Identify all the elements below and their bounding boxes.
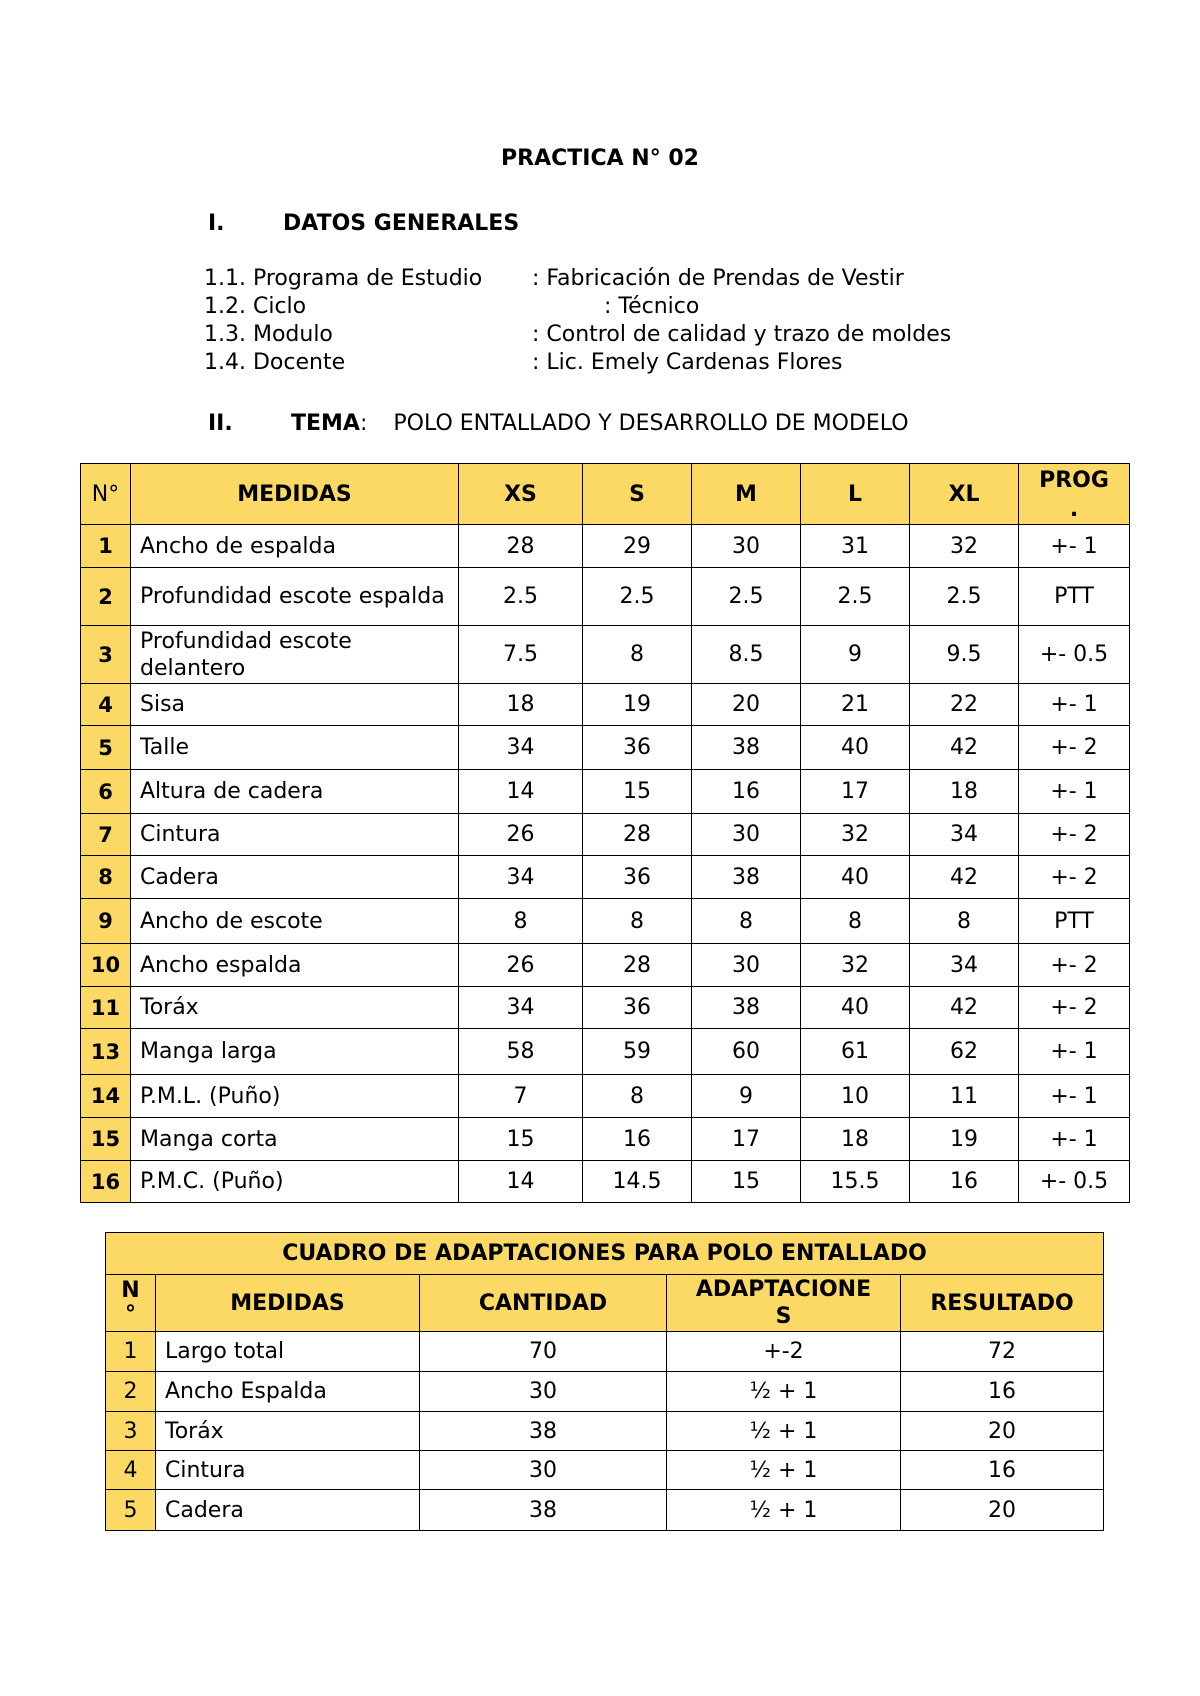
cell-value: 8 — [583, 626, 692, 684]
measure-name: Toráx — [131, 987, 459, 1029]
cell-value: 11 — [910, 1075, 1019, 1118]
adaptations-table — [105, 1232, 1104, 1531]
cell-value: 20 — [692, 684, 801, 726]
column-header: S — [583, 464, 692, 525]
row-number: 5 — [106, 1490, 156, 1531]
general-data-value: : Fabricación de Prendas de Vestir — [532, 266, 904, 291]
cell-value: 15.5 — [801, 1161, 910, 1203]
table-row — [106, 1412, 1104, 1451]
page-title: PRACTICA N° 02 — [501, 146, 699, 171]
column-header: XS — [459, 464, 583, 525]
cell-value: 2.5 — [692, 568, 801, 626]
table-row — [106, 1372, 1104, 1412]
row-number: 8 — [81, 856, 131, 899]
cell-value: 72 — [901, 1332, 1104, 1372]
cell-value: ½ + 1 — [667, 1490, 901, 1531]
row-number: 14 — [81, 1075, 131, 1118]
cell-value: 34 — [459, 987, 583, 1029]
cell-value: 8.5 — [692, 626, 801, 684]
column-header: PROG . — [1019, 464, 1130, 525]
cell-value: 10 — [801, 1075, 910, 1118]
cell-value: 26 — [459, 814, 583, 856]
row-number: 2 — [106, 1372, 156, 1412]
measure-name: Ancho de espalda — [131, 525, 459, 568]
cell-value: 29 — [583, 525, 692, 568]
column-header: N° — [81, 464, 131, 525]
table-row — [81, 1029, 1130, 1075]
column-header: MEDIDAS — [131, 464, 459, 525]
measure-name: Profundidad escote espalda — [131, 568, 459, 626]
cell-value: 30 — [420, 1372, 667, 1412]
cell-value: 38 — [420, 1412, 667, 1451]
general-data-value: : Lic. Emely Cardenas Flores — [532, 350, 843, 375]
cell-value: 22 — [910, 684, 1019, 726]
measure-name: P.M.L. (Puño) — [131, 1075, 459, 1118]
cell-value: 61 — [801, 1029, 910, 1075]
cell-value: 58 — [459, 1029, 583, 1075]
table-title: CUADRO DE ADAPTACIONES PARA POLO ENTALLADO — [106, 1233, 1104, 1275]
cell-value: +- 1 — [1019, 684, 1130, 726]
cell-value: 8 — [692, 899, 801, 944]
measure-name: Toráx — [156, 1412, 420, 1451]
cell-value: +- 1 — [1019, 525, 1130, 568]
measure-name: Talle — [131, 726, 459, 770]
column-header: N ° — [106, 1275, 156, 1332]
cell-value: 42 — [910, 987, 1019, 1029]
cell-value: 15 — [583, 770, 692, 814]
cell-value: 40 — [801, 856, 910, 899]
cell-value: +- 0.5 — [1019, 1161, 1130, 1203]
row-number: 16 — [81, 1161, 131, 1203]
table-row — [81, 1161, 1130, 1203]
cell-value: 8 — [459, 899, 583, 944]
row-number: 1 — [81, 525, 131, 568]
cell-value: +- 2 — [1019, 814, 1130, 856]
cell-value: 17 — [801, 770, 910, 814]
cell-value: +- 2 — [1019, 726, 1130, 770]
cell-value: +- 1 — [1019, 770, 1130, 814]
cell-value: 42 — [910, 726, 1019, 770]
table-row — [81, 525, 1130, 568]
tema-value: POLO ENTALLADO Y DESARROLLO DE MODELO — [393, 411, 909, 436]
measure-name: Ancho Espalda — [156, 1372, 420, 1412]
cell-value: 32 — [910, 525, 1019, 568]
measure-name: Manga larga — [131, 1029, 459, 1075]
row-number: 1 — [106, 1332, 156, 1372]
table-row — [81, 899, 1130, 944]
cell-value: 20 — [901, 1490, 1104, 1531]
measurements-table — [80, 463, 1130, 1203]
cell-value: 9 — [692, 1075, 801, 1118]
table-row — [81, 684, 1130, 726]
cell-value: 14 — [459, 1161, 583, 1203]
cell-value: 16 — [901, 1372, 1104, 1412]
measure-name: Largo total — [156, 1332, 420, 1372]
column-header: CANTIDAD — [420, 1275, 667, 1332]
cell-value: 30 — [692, 814, 801, 856]
cell-value: 19 — [910, 1118, 1019, 1161]
cell-value: 18 — [910, 770, 1019, 814]
cell-value: ½ + 1 — [667, 1451, 901, 1490]
cell-value: 40 — [801, 987, 910, 1029]
cell-value: 14 — [459, 770, 583, 814]
cell-value: 31 — [801, 525, 910, 568]
general-data-value: : Técnico — [604, 294, 700, 319]
cell-value: 8 — [583, 1075, 692, 1118]
row-number: 4 — [81, 684, 131, 726]
cell-value: 26 — [459, 944, 583, 987]
cell-value: 16 — [692, 770, 801, 814]
measure-name: Cintura — [156, 1451, 420, 1490]
cell-value: 20 — [901, 1412, 1104, 1451]
table-row — [81, 814, 1130, 856]
cell-value: 60 — [692, 1029, 801, 1075]
section-title: DATOS GENERALES — [283, 211, 520, 236]
cell-value: 34 — [459, 726, 583, 770]
cell-value: 34 — [910, 944, 1019, 987]
row-number: 5 — [81, 726, 131, 770]
row-number: 9 — [81, 899, 131, 944]
table-row — [81, 726, 1130, 770]
cell-value: 15 — [459, 1118, 583, 1161]
row-number: 6 — [81, 770, 131, 814]
cell-value: 34 — [459, 856, 583, 899]
table-header-row — [106, 1275, 1104, 1332]
table-row — [106, 1490, 1104, 1531]
general-data-key: 1.3. Modulo — [204, 322, 333, 347]
measure-name: Altura de cadera — [131, 770, 459, 814]
column-header: L — [801, 464, 910, 525]
cell-value: +- 1 — [1019, 1118, 1130, 1161]
table-header-row — [81, 464, 1130, 525]
tema-colon: : — [359, 411, 368, 436]
cell-value: +- 1 — [1019, 1075, 1130, 1118]
table-row — [106, 1332, 1104, 1372]
general-data-value: : Control de calidad y trazo de moldes — [532, 322, 952, 347]
table-row — [81, 626, 1130, 684]
cell-value: 8 — [583, 899, 692, 944]
measure-name: P.M.C. (Puño) — [131, 1161, 459, 1203]
cell-value: 42 — [910, 856, 1019, 899]
measure-name: Manga corta — [131, 1118, 459, 1161]
measure-name: Cadera — [131, 856, 459, 899]
table-row — [81, 987, 1130, 1029]
cell-value: 15 — [692, 1161, 801, 1203]
cell-value: +-2 — [667, 1332, 901, 1372]
cell-value: 8 — [801, 899, 910, 944]
cell-value: 16 — [583, 1118, 692, 1161]
measure-name: Sisa — [131, 684, 459, 726]
row-number: 15 — [81, 1118, 131, 1161]
cell-value: 19 — [583, 684, 692, 726]
cell-value: ½ + 1 — [667, 1412, 901, 1451]
column-header: RESULTADO — [901, 1275, 1104, 1332]
cell-value: 18 — [459, 684, 583, 726]
cell-value: 30 — [420, 1451, 667, 1490]
table-row — [106, 1451, 1104, 1490]
cell-value: 36 — [583, 856, 692, 899]
cell-value: +- 1 — [1019, 1029, 1130, 1075]
cell-value: ½ + 1 — [667, 1372, 901, 1412]
cell-value: 30 — [692, 525, 801, 568]
cell-value: 30 — [692, 944, 801, 987]
cell-value: 38 — [692, 726, 801, 770]
cell-value: 38 — [692, 856, 801, 899]
tema-line — [291, 411, 909, 436]
cell-value: 7.5 — [459, 626, 583, 684]
cell-value: PTT — [1019, 568, 1130, 626]
table-title-row — [106, 1233, 1104, 1275]
cell-value: 32 — [801, 814, 910, 856]
row-number: 4 — [106, 1451, 156, 1490]
cell-value: 59 — [583, 1029, 692, 1075]
column-header: XL — [910, 464, 1019, 525]
cell-value: 2.5 — [910, 568, 1019, 626]
row-number: 10 — [81, 944, 131, 987]
cell-value: 14.5 — [583, 1161, 692, 1203]
cell-value: 16 — [901, 1451, 1104, 1490]
cell-value: 28 — [459, 525, 583, 568]
row-number: 13 — [81, 1029, 131, 1075]
measure-name: Cintura — [131, 814, 459, 856]
cell-value: 17 — [692, 1118, 801, 1161]
section-number: I. — [208, 211, 225, 236]
cell-value: 28 — [583, 944, 692, 987]
table-row — [81, 944, 1130, 987]
general-data-key: 1.4. Docente — [204, 350, 346, 375]
general-data-key: 1.2. Ciclo — [204, 294, 307, 319]
cell-value: +- 0.5 — [1019, 626, 1130, 684]
tema-label: TEMA — [291, 411, 360, 436]
cell-value: 36 — [583, 726, 692, 770]
table-row — [81, 856, 1130, 899]
cell-value: 2.5 — [459, 568, 583, 626]
cell-value: 38 — [692, 987, 801, 1029]
cell-value: 70 — [420, 1332, 667, 1372]
measure-name: Cadera — [156, 1490, 420, 1531]
row-number: 3 — [106, 1412, 156, 1451]
cell-value: PTT — [1019, 899, 1130, 944]
table-row — [81, 1075, 1130, 1118]
table-row — [81, 568, 1130, 626]
cell-value: +- 2 — [1019, 987, 1130, 1029]
measure-name: Profundidad escote delantero — [131, 626, 459, 684]
cell-value: 38 — [420, 1490, 667, 1531]
cell-value: +- 2 — [1019, 944, 1130, 987]
cell-value: 16 — [910, 1161, 1019, 1203]
row-number: 2 — [81, 568, 131, 626]
cell-value: 9 — [801, 626, 910, 684]
section-number: II. — [208, 411, 233, 436]
general-data-key: 1.1. Programa de Estudio — [204, 266, 483, 291]
cell-value: 32 — [801, 944, 910, 987]
cell-value: 28 — [583, 814, 692, 856]
cell-value: 34 — [910, 814, 1019, 856]
cell-value: 40 — [801, 726, 910, 770]
cell-value: 36 — [583, 987, 692, 1029]
cell-value: 18 — [801, 1118, 910, 1161]
row-number: 3 — [81, 626, 131, 684]
row-number: 11 — [81, 987, 131, 1029]
cell-value: 62 — [910, 1029, 1019, 1075]
column-header: MEDIDAS — [156, 1275, 420, 1332]
measure-name: Ancho espalda — [131, 944, 459, 987]
column-header: M — [692, 464, 801, 525]
row-number: 7 — [81, 814, 131, 856]
cell-value: 2.5 — [801, 568, 910, 626]
column-header: ADAPTACIONE S — [667, 1275, 901, 1332]
cell-value: +- 2 — [1019, 856, 1130, 899]
measure-name: Ancho de escote — [131, 899, 459, 944]
cell-value: 21 — [801, 684, 910, 726]
table-row — [81, 770, 1130, 814]
cell-value: 2.5 — [583, 568, 692, 626]
table-row — [81, 1118, 1130, 1161]
cell-value: 8 — [910, 899, 1019, 944]
cell-value: 9.5 — [910, 626, 1019, 684]
cell-value: 7 — [459, 1075, 583, 1118]
